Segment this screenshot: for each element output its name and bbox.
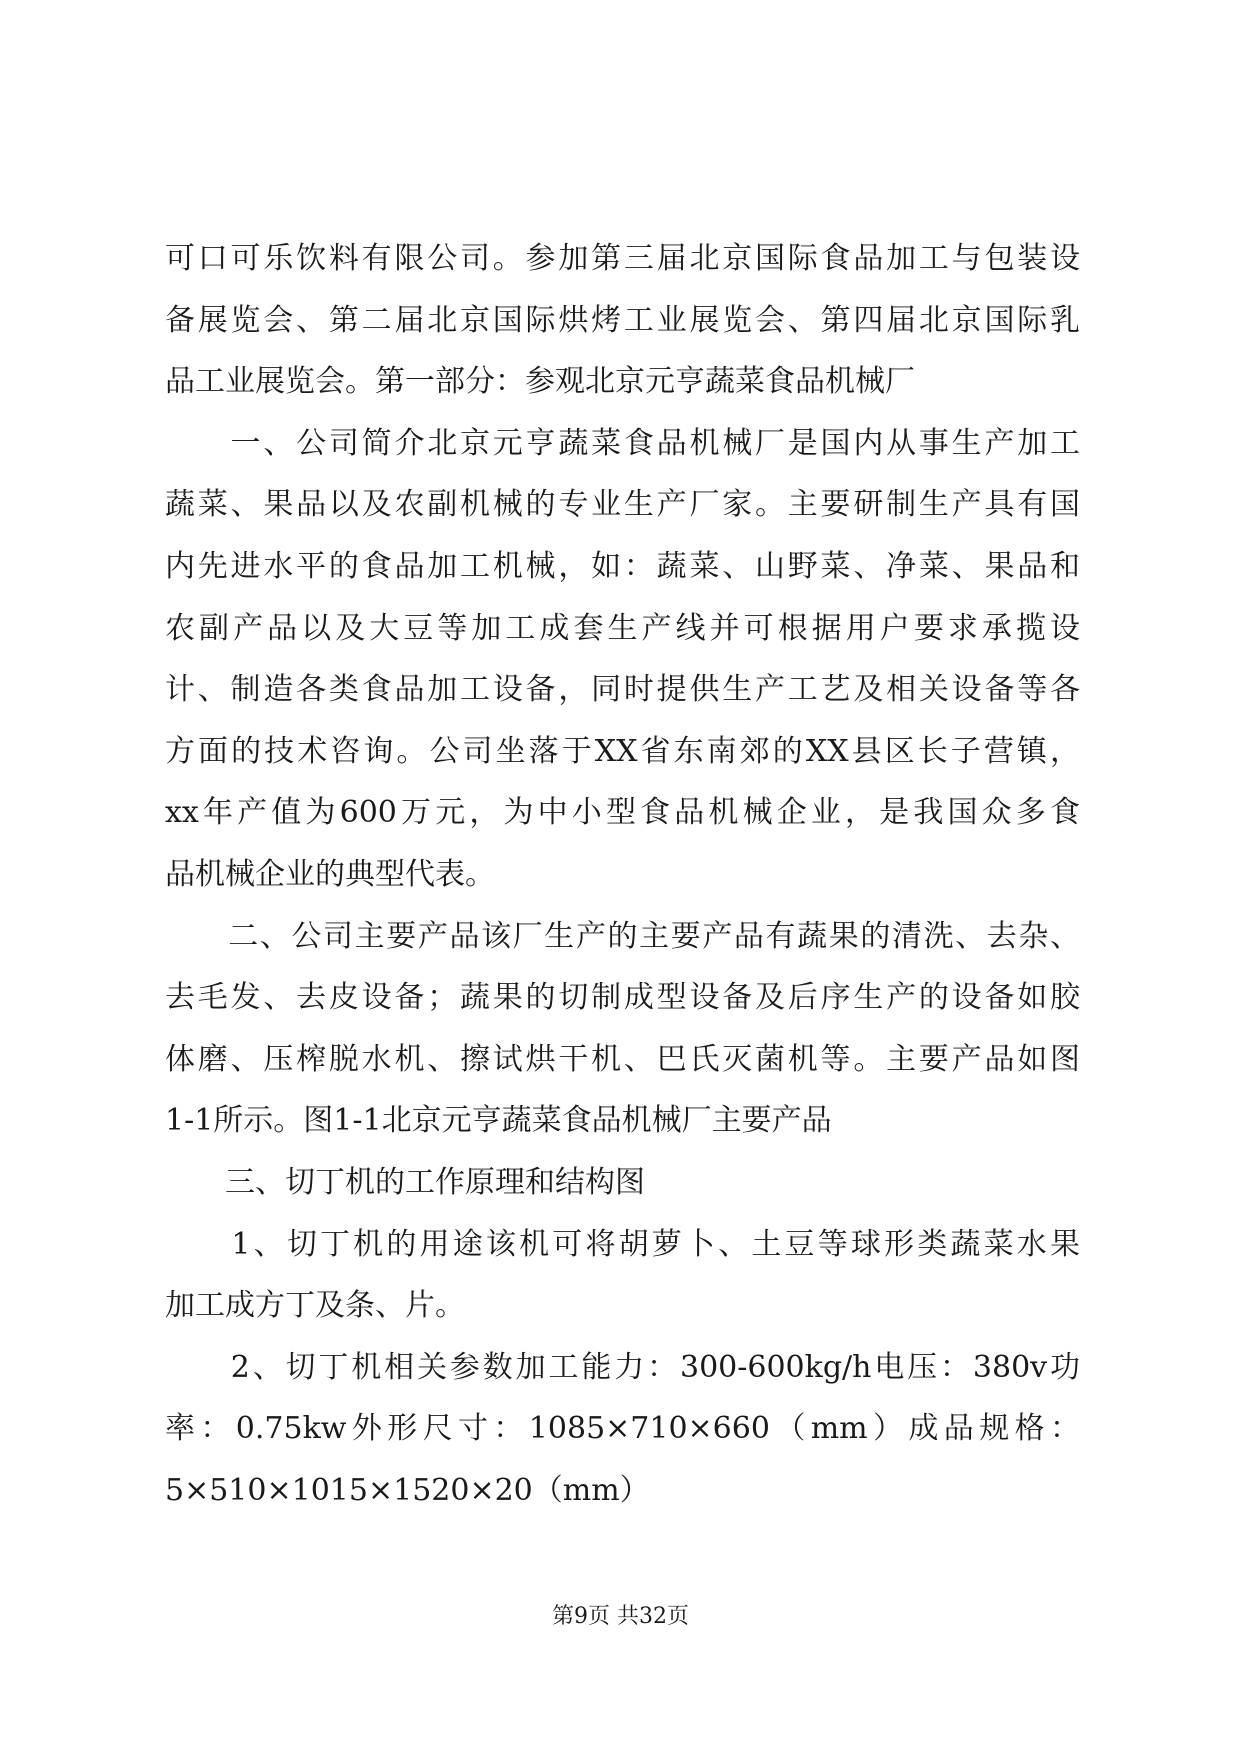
paragraph-6-line-3: 5×510×1015×1520×20（mm） <box>165 1472 650 1508</box>
page-footer: 第9页 共32页 <box>552 1604 689 1629</box>
paragraph-1-line-2: 备展览会、第二届北京国际烘烤工业展览会、第四届北京国际乳 <box>165 302 1080 338</box>
paragraph-5-line-2: 加工成方丁及条、片。 <box>165 1288 465 1324</box>
paragraph-2-line-6: 方面的技术咨询。公司坐落于XX省东南郊的XX县区长子营镇， <box>165 733 1080 769</box>
paragraph-1-line-3: 品工业展览会。第一部分：参观北京元亨蔬菜食品机械厂 <box>165 364 915 400</box>
paragraph-3-line-3: 体磨、压榨脱水机、擦试烘干机、巴氏灭菌机等。主要产品如图 <box>165 1041 1080 1077</box>
paragraph-2-line-3: 内先进水平的食品加工机械，如：蔬菜、山野菜、净菜、果品和 <box>165 548 1080 584</box>
paragraph-6-line-2: 率：0.75kw外形尺寸：1085×710×660（mm）成品规格： <box>165 1411 1080 1447</box>
paragraph-3-line-2: 去毛发、去皮设备；蔬果的切制成型设备及后序生产的设备如胶 <box>165 980 1080 1016</box>
paragraph-2-line-1: 一、公司简介北京元亨蔬菜食品机械厂是国内从事生产加工 <box>165 425 1080 461</box>
document-body <box>165 228 1080 1521</box>
paragraph-4-line-1: 三、切丁机的工作原理和结构图 <box>165 1164 645 1200</box>
paragraph-5-line-1: 1、切丁机的用途该机可将胡萝卜、土豆等球形类蔬菜水果 <box>165 1226 1080 1262</box>
paragraph-1-line-1: 可口可乐饮料有限公司。参加第三届北京国际食品加工与包装设 <box>165 241 1080 276</box>
paragraph-2-line-8: 品机械企业的典型代表。 <box>165 856 495 892</box>
paragraph-2-line-5: 计、制造各类食品加工设备，同时提供生产工艺及相关设备等各 <box>165 672 1080 708</box>
paragraph-3-line-1: 二、公司主要产品该厂生产的主要产品有蔬果的清洗、去杂、 <box>165 918 1080 954</box>
paragraph-3-line-4: 1-1所示。图1-1北京元亨蔬菜食品机械厂主要产品 <box>165 1103 832 1139</box>
paragraph-2-line-7: xx年产值为600万元，为中小型食品机械企业，是我国众多食 <box>165 795 1080 831</box>
paragraph-2-line-4: 农副产品以及大豆等加工成套生产线并可根据用户要求承揽设 <box>165 610 1080 646</box>
paragraph-2-line-2: 蔬菜、果品以及农副机械的专业生产厂家。主要研制生产具有国 <box>165 487 1080 523</box>
paragraph-6-line-1: 2、切丁机相关参数加工能力：300-600kg/h电压：380v功 <box>165 1349 1080 1385</box>
